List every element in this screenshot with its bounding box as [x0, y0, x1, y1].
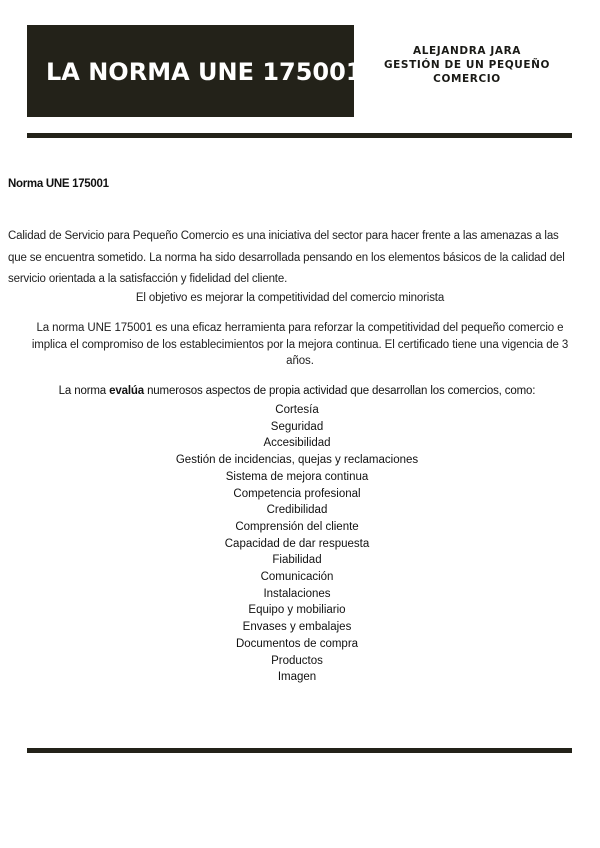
- list-item: Competencia profesional: [233, 487, 361, 500]
- objective-text: El objetivo es mejorar la competitividad del comercio minorista: [135, 292, 445, 304]
- author-block: [374, 44, 560, 86]
- list-item: Credibilidad: [266, 504, 328, 517]
- evaluation-intro: [0, 385, 594, 397]
- list-item: Instalaciones: [263, 587, 331, 600]
- list-item: Equipo y mobiliario: [248, 604, 346, 617]
- list-item: Cortesía: [275, 404, 319, 416]
- list-item: Imagen: [277, 671, 317, 684]
- list-item: Comprensión del cliente: [235, 520, 359, 533]
- section-heading: Norma UNE 175001: [8, 178, 109, 190]
- list-item: Gestión de incidencias, quejas y reclamaciones: [175, 454, 419, 467]
- list-item: Productos: [271, 654, 323, 667]
- aspects-list: [0, 402, 594, 686]
- certificate-paragraph: La norma UNE 175001 es una eficaz herramienta para reforzar la competitividad del pequeño comercio e implica el compromiso de los establecimientos por la mejora continua. El certificado tiene una vigencia de 3 años.: [31, 322, 569, 367]
- evaluation-prefix: La norma: [58, 385, 107, 397]
- list-item: Fiabilidad: [272, 554, 322, 567]
- author-name: ALEJANDRA JARA: [412, 45, 522, 57]
- list-item: Capacidad de dar respuesta: [224, 537, 370, 550]
- bottom-divider: [27, 748, 572, 753]
- list-item: Sistema de mejora continua: [225, 470, 369, 483]
- list-item: Documentos de compra: [235, 637, 359, 650]
- course-line-1: GESTIÓN DE UN PEQUEÑO: [383, 59, 551, 71]
- top-divider: [27, 133, 572, 138]
- course-line-2: COMERCIO: [433, 73, 501, 85]
- evaluation-suffix: numerosos aspectos de propia actividad que desarrollan los comercios, como:: [147, 385, 536, 397]
- evaluation-keyword: evalúa: [109, 385, 145, 397]
- list-item: Envases y embalajes: [242, 621, 352, 634]
- title-banner: [27, 25, 363, 117]
- page-title: LA NORMA UNE 175001: [46, 58, 363, 86]
- list-item: Accesibilidad: [263, 437, 331, 450]
- list-item: Comunicación: [260, 571, 334, 584]
- list-item: Seguridad: [270, 420, 324, 433]
- intro-paragraph: Calidad de Servicio para Pequeño Comercio es una iniciativa del sector para hacer frente a las amenazas a las que se encuentra sometido. La norma ha sido desarrollada pensando en los elementos básicos de la calidad del servicio orientada a la satisfacción y fidelidad del cliente.: [8, 230, 565, 285]
